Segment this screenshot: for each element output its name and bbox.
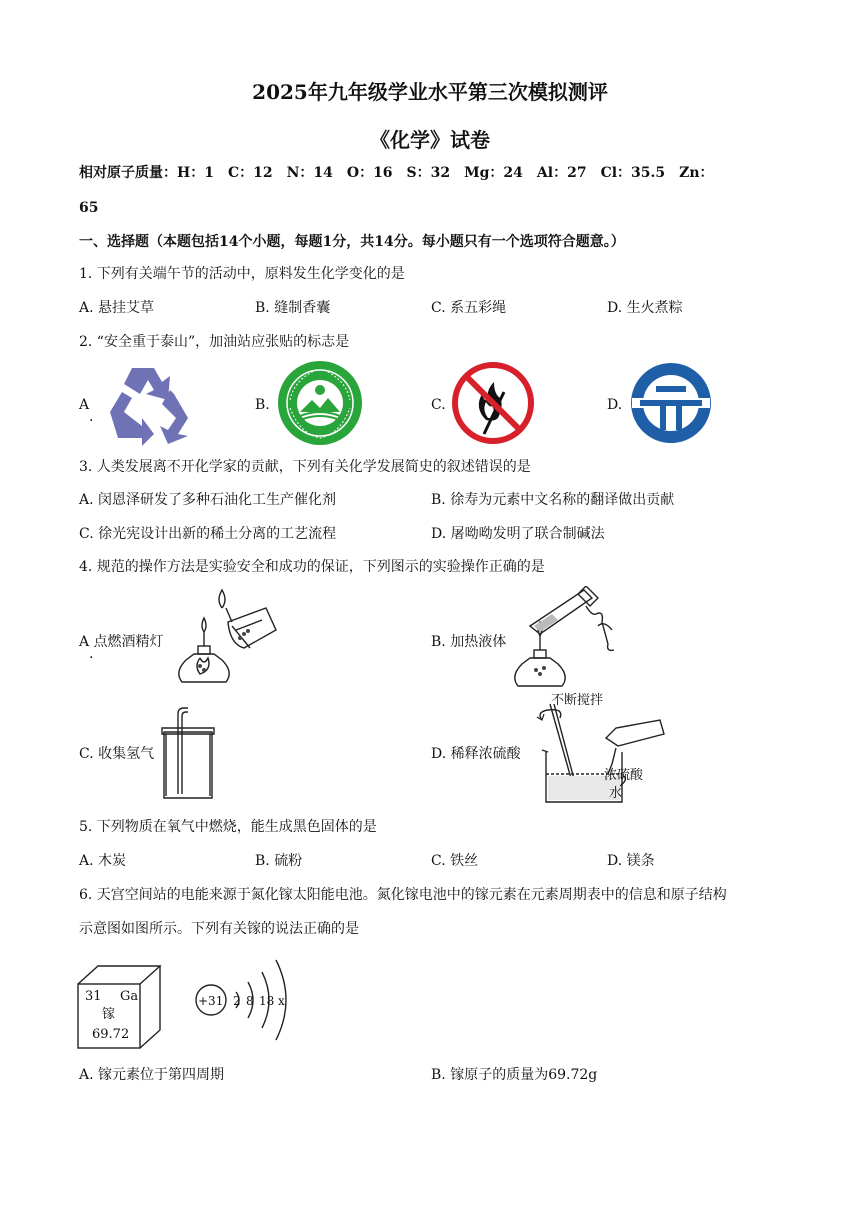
section-heading: 一、选择题（本题包括14个小题，每题1分，共14分。每小题只有一个选项符合题意。） (79, 234, 625, 250)
element-symbol: Ga (120, 989, 139, 1004)
q2-label-a: A (79, 397, 90, 413)
atomic-mass-wrap: 65 (79, 200, 99, 216)
q5-option-c: C. 铁丝 (431, 853, 479, 869)
environmental-label-icon (276, 360, 364, 446)
q3-stem: 3. 人类发展离不开化学家的贡献，下列有关化学发展简史的叙述错误的是 (79, 459, 531, 475)
atomic-mass-line: 相对原子质量：H：1 C：12 N：14 O：16 S：32 Mg：24 Al：27 Cl：35.5 Zn： (79, 165, 714, 181)
q2-stem: 2. “安全重于泰山”，加油站应张贴的标志是 (79, 334, 350, 350)
q5-option-b: B. 硫粉 (255, 853, 303, 869)
heating-liquid-figure (512, 586, 628, 692)
shell-3-electrons: 18 (259, 994, 275, 1008)
concentrated-acid-label: 浓硫酸 (604, 768, 644, 783)
q3-option-d: D. 屠呦呦发明了联合制碱法 (431, 526, 605, 542)
q3-option-a: A. 闵恩泽研发了多种石油化工生产催化剂 (79, 492, 337, 508)
element-atomic-number: 31 (85, 989, 102, 1004)
q3-option-b: B. 徐寿为元素中文名称的翻译做出贡献 (431, 492, 675, 508)
q1-option-c: C. 系五彩绳 (431, 300, 507, 316)
q4-option-d: D. 稀释浓硫酸 (431, 746, 521, 762)
q2-label-c: C. (431, 397, 446, 413)
recycle-symbol-icon (102, 360, 194, 446)
q4-option-b: B. 加热液体 (431, 634, 507, 650)
water-label: 水 (609, 786, 623, 801)
q3-option-c: C. 徐光宪设计出新的稀土分离的工艺流程 (79, 526, 337, 542)
q4-option-a: A 点燃酒精灯 (79, 634, 164, 650)
shell-4-electrons: x (278, 994, 285, 1008)
q4-option-a-dot: . (89, 646, 94, 662)
element-atomic-mass: 69.72 (92, 1027, 130, 1042)
gas-collecting-bottle-figure (160, 706, 216, 802)
q2-label-a-dot: . (89, 409, 94, 425)
circular-logo-icon (630, 362, 712, 444)
q2-label-d: D. (607, 397, 623, 413)
no-open-flame-sign-icon (452, 362, 534, 444)
shell-1-electrons: 2 (233, 994, 241, 1008)
q1-stem: 1. 下列有关端午节的活动中，原料发生化学变化的是 (79, 266, 405, 282)
nucleus-charge: +31 (198, 994, 224, 1008)
page-subtitle: 《化学》试卷 (370, 128, 490, 152)
stir-continuously-label: 不断搅拌 (551, 693, 604, 708)
q5-stem: 5. 下列物质在氧气中燃烧，能生成黑色固体的是 (79, 819, 377, 835)
q6-option-a: A. 镓元素位于第四周期 (79, 1067, 225, 1083)
q4-option-c: C. 收集氢气 (79, 746, 155, 762)
element-name: 镓 (102, 1007, 116, 1022)
q4-stem: 4. 规范的操作方法是实验安全和成功的保证，下列图示的实验操作正确的是 (79, 559, 545, 575)
shell-2-electrons: 8 (246, 994, 254, 1008)
q6-stem-line2: 示意图如图所示。下列有关镓的说法正确的是 (79, 921, 359, 937)
q1-option-b: B. 缝制香囊 (255, 300, 331, 316)
q5-option-a: A. 木炭 (79, 853, 127, 869)
q1-option-d: D. 生火煮粽 (607, 300, 683, 316)
q5-option-d: D. 镁条 (607, 853, 655, 869)
lighting-alcohol-lamp-figure (170, 586, 282, 690)
q1-option-a: A. 悬挂艾草 (79, 300, 155, 316)
page-title: 2025年九年级学业水平第三次模拟测评 (252, 80, 608, 104)
q6-stem-line1: 6. 天宫空间站的电能来源于氮化镓太阳能电池。氮化镓电池中的镓元素在元素周期表中的信息和原子结构 (79, 887, 727, 903)
q2-label-b: B. (255, 397, 270, 413)
q6-option-b: B. 镓原子的质量为69.72g (431, 1067, 598, 1083)
